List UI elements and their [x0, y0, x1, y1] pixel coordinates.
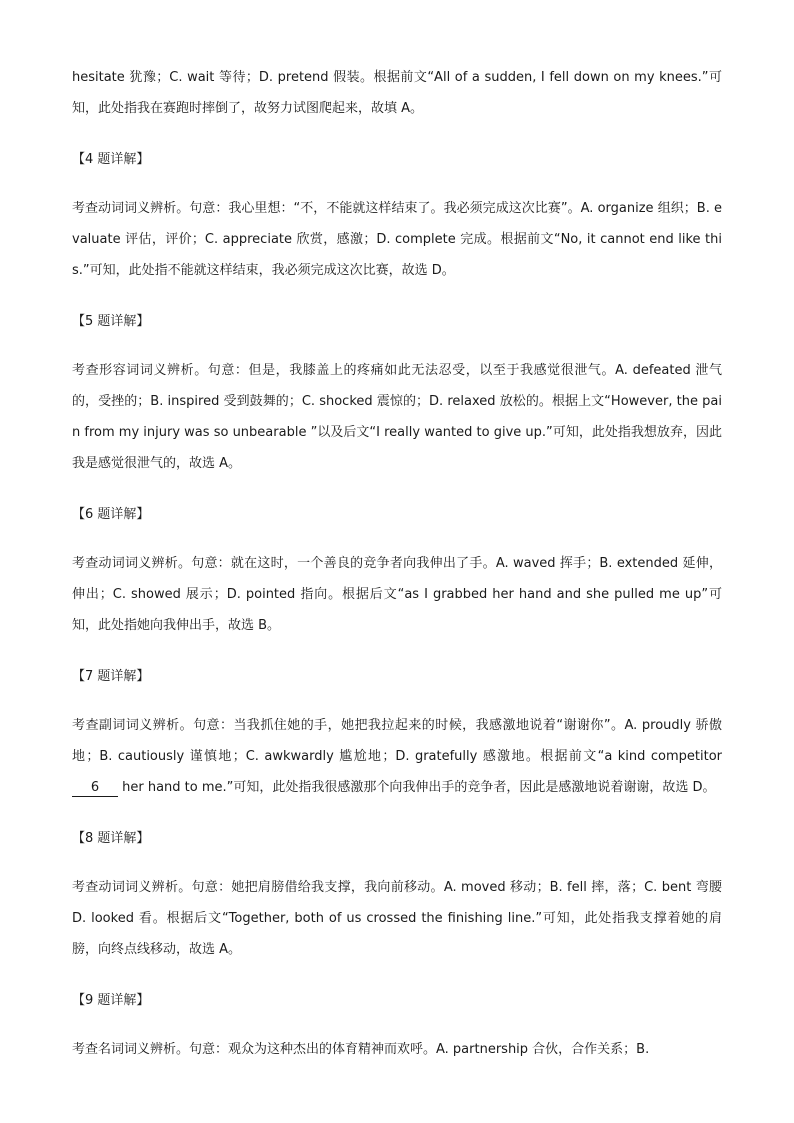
q9-heading: 【9 题详解】 — [72, 993, 150, 1008]
q7-text-after: her hand to me.”可知，此处指我很感激那个向我伸出手的竞争者，因此是感激地说着谢谢，故选 D。 — [118, 780, 716, 795]
q7-text-before: 考查副词词义辨析。句意：当我抓住她的手，她把我拉起来的时候，我感激地说着“谢谢你”。A. proudly 骄傲地；B. cautiously 谨慎地；C. awkwardly 尴尬地；D. gratefully 感激地。根据前文“a kind competitor — [72, 718, 722, 764]
q7-heading: 【7 题详解】 — [72, 669, 150, 684]
q5-heading: 【5 题详解】 — [72, 314, 150, 329]
q8-heading: 【8 题详解】 — [72, 831, 150, 846]
q4-paragraph: 考查动词词义辨析。句意：我心里想：“不，不能就这样结束了。我必须完成这次比赛”。A. organize 组织；B. evaluate 评估，评价；C. appreciate 欣赏，感激；D. complete 完成。根据前文“No, it cannot end like this.”可知，此处指不能就这样结束，我必须完成这次比赛，故选 D。 — [72, 201, 722, 278]
q6-paragraph: 考查动词词义辨析。句意：就在这时，一个善良的竞争者向我伸出了手。A. waved 挥手；B. extended 延伸，伸出；C. showed 展示；D. pointed 指向。根据后文“as I grabbed her hand and she pulled me up”可知，此处指她向我伸出手，故选 B。 — [72, 556, 722, 633]
q5-paragraph: 考查形容词词义辨析。句意：但是，我膝盖上的疼痛如此无法忍受，以至于我感觉很泄气。A. defeated 泄气的，受挫的；B. inspired 受到鼓舞的；C. shocked 震惊的；D. relaxed 放松的。根据上文“However, the pain from my injury was so unbearable ”以及后文“I really wanted to give up.”可知，此处指我想放弃，因此我是感觉很泄气的，故选 A。 — [72, 363, 722, 471]
document-content — [72, 62, 722, 1065]
q8-paragraph: 考查动词词义辨析。句意：她把肩膀借给我支撑，我向前移动。A. moved 移动；B. fell 摔，落；C. bent 弯腰 D. looked 看。根据后文“Together, both of us crossed the finishing line.”可知，此处指我支撑着她的肩膀，向终点线移动，故选 A。 — [72, 880, 722, 957]
q7-paragraph — [72, 710, 722, 803]
q6-heading: 【6 题详解】 — [72, 507, 150, 522]
q7-answer-blank: 6 — [72, 780, 118, 797]
intro-paragraph: hesitate 犹豫；C. wait 等待；D. pretend 假装。根据前文“All of a sudden, I fell down on my knees.”可知，此处指我在赛跑时摔倒了，故努力试图爬起来，故填 A。 — [72, 70, 722, 116]
q9-paragraph: 考查名词词义辨析。句意：观众为这种杰出的体育精神而欢呼。A. partnership 合伙，合作关系；B. — [72, 1042, 650, 1057]
q4-heading: 【4 题详解】 — [72, 152, 150, 167]
